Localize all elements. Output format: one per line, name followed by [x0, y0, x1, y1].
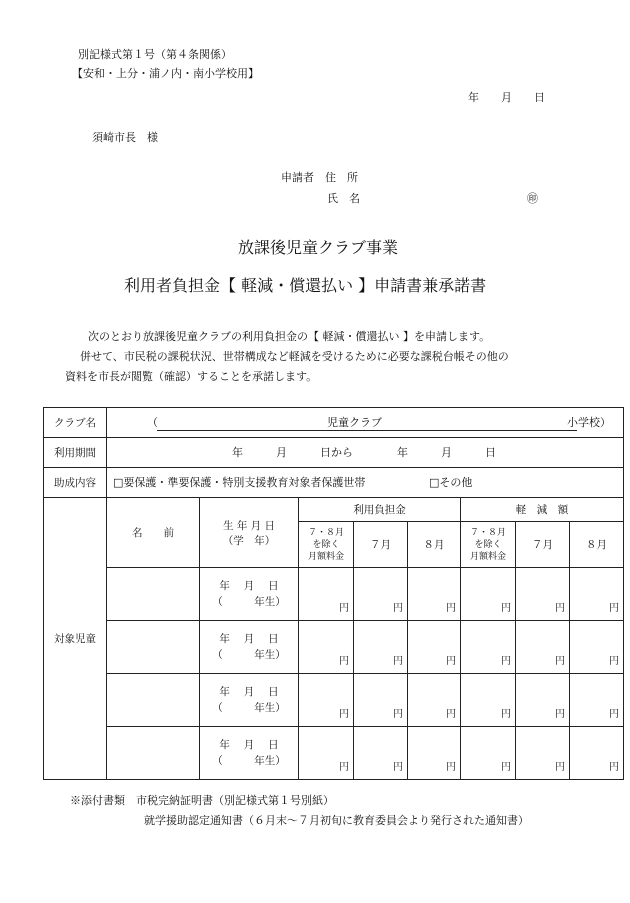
birth-date-text: 年 月 日 — [219, 739, 279, 751]
yen-cell[interactable] — [354, 727, 408, 780]
table-row — [44, 568, 624, 621]
fee-aug-header: ８月 — [408, 522, 461, 568]
grade-text: （ 年生） — [212, 596, 286, 608]
child-birth-cell[interactable] — [200, 621, 299, 674]
yen-unit: 円 — [609, 602, 619, 614]
school-scope: 【安和・上分・浦ノ内・南小学校用】 — [72, 67, 259, 80]
applicant-address-label: 申請者 住 所 — [281, 171, 358, 184]
birth-date-text: 年 月 日 — [219, 686, 279, 698]
attachment-line2: 就学援助認定通知書（６月末～７月初旬に教育委員会より発行された通知書） — [144, 814, 529, 827]
yen-unit: 円 — [339, 602, 349, 614]
yen-cell[interactable] — [570, 568, 624, 621]
table-row — [44, 727, 624, 780]
reduce-excl-header — [461, 522, 516, 568]
yen-unit: 円 — [555, 655, 565, 667]
reduce-excl-line3: 月額料金 — [469, 551, 506, 562]
period-label: 利用期間 — [44, 438, 107, 468]
yen-unit: 円 — [446, 708, 456, 720]
school-suffix: 小学校） — [567, 415, 611, 429]
period-to: 年 月 日 — [397, 445, 496, 459]
child-birth-cell[interactable] — [200, 674, 299, 727]
addressee: 須崎市長 様 — [92, 131, 158, 144]
period-from: 年 月 日から — [232, 445, 353, 459]
body-paragraph-2: 併せて、市民税の課税状況、世帯構成など軽減を受けるために必要な課税台帳その他の — [80, 350, 509, 363]
yen-unit: 円 — [339, 708, 349, 720]
yen-unit: 円 — [446, 761, 456, 773]
child-name-cell[interactable] — [107, 621, 200, 674]
aid-option-protected[interactable]: □要保護・準要保護・特別支援教育対象者保護世帯 — [113, 475, 366, 489]
club-name-field[interactable] — [107, 408, 624, 438]
children-label: 対象児童 — [44, 498, 107, 780]
club-name-label: クラブ名 — [44, 408, 107, 438]
yen-cell[interactable] — [408, 621, 461, 674]
period-field[interactable] — [107, 438, 624, 468]
grade-text: （ 年生） — [212, 702, 286, 714]
reduce-excl-line2: を除く — [474, 539, 502, 550]
table-row — [44, 674, 624, 727]
attachment-label: ※添付書類 市税完納証明書（別記様式第１号別紙） — [70, 794, 334, 807]
yen-cell[interactable] — [570, 674, 624, 727]
yen-cell[interactable] — [516, 727, 570, 780]
club-open-paren: （ — [147, 415, 158, 429]
yen-unit: 円 — [501, 761, 511, 773]
fee-group-header: 利用負担金 — [299, 498, 461, 522]
reduce-excl-line1: ７・８月 — [469, 527, 506, 538]
col-name-header: 名 前 — [107, 498, 200, 568]
date-line: 年 月 日 — [468, 91, 545, 104]
col-birth-header — [200, 498, 299, 568]
yen-unit: 円 — [501, 708, 511, 720]
yen-cell[interactable] — [516, 568, 570, 621]
birth-date-text: 年 月 日 — [219, 580, 279, 592]
birth-date-text: 年 月 日 — [219, 633, 279, 645]
child-name-cell[interactable] — [107, 727, 200, 780]
yen-unit: 円 — [555, 708, 565, 720]
yen-cell[interactable] — [461, 568, 516, 621]
grade-text: （ 年生） — [212, 755, 286, 767]
yen-cell[interactable] — [570, 621, 624, 674]
yen-cell[interactable] — [461, 674, 516, 727]
yen-cell[interactable] — [299, 674, 354, 727]
child-name-cell[interactable] — [107, 568, 200, 621]
yen-unit: 円 — [339, 655, 349, 667]
club-suffix: 児童クラブ — [327, 415, 382, 429]
yen-cell[interactable] — [516, 674, 570, 727]
body-paragraph-1: 次のとおり放課後児童クラブの利用負担金の【 軽減・償還払い 】を申請します。 — [88, 330, 491, 343]
yen-unit: 円 — [609, 761, 619, 773]
fee-excl-line1: ７・８月 — [307, 527, 344, 538]
yen-cell[interactable] — [354, 568, 408, 621]
yen-cell[interactable] — [408, 674, 461, 727]
reduce-july-header: ７月 — [516, 522, 570, 568]
yen-unit: 円 — [501, 602, 511, 614]
grade-text: （ 年生） — [212, 649, 286, 661]
yen-cell[interactable] — [354, 674, 408, 727]
col-birth-line1: 生 年 月 日 — [222, 519, 275, 532]
form-number: 別記様式第１号（第４条関係） — [78, 48, 232, 61]
body-paragraph-3: 資料を市長が閲覧（確認）することを承諾します。 — [65, 370, 318, 383]
yen-cell[interactable] — [299, 568, 354, 621]
title-line2: 利用者負担金【 軽減・償還払い 】申請書兼承諾書 — [124, 276, 487, 295]
yen-cell[interactable] — [299, 727, 354, 780]
yen-unit: 円 — [393, 761, 403, 773]
yen-unit: 円 — [555, 602, 565, 614]
yen-unit: 円 — [339, 761, 349, 773]
yen-cell[interactable] — [299, 621, 354, 674]
yen-unit: 円 — [446, 602, 456, 614]
yen-unit: 円 — [446, 655, 456, 667]
yen-unit: 円 — [555, 761, 565, 773]
reduce-group-header: 軽 減 額 — [461, 498, 624, 522]
seal-mark: ㊞ — [527, 192, 538, 205]
yen-unit: 円 — [393, 602, 403, 614]
child-name-cell[interactable] — [107, 674, 200, 727]
yen-cell[interactable] — [516, 621, 570, 674]
fee-excl-line3: 月額料金 — [307, 551, 344, 562]
yen-unit: 円 — [609, 708, 619, 720]
child-birth-cell[interactable] — [200, 568, 299, 621]
child-birth-cell[interactable] — [200, 727, 299, 780]
table-row — [44, 621, 624, 674]
aid-field — [107, 468, 624, 498]
application-table — [43, 407, 624, 780]
yen-unit: 円 — [501, 655, 511, 667]
yen-cell[interactable] — [461, 621, 516, 674]
applicant-name-label: 氏 名 — [327, 192, 360, 205]
yen-cell[interactable] — [408, 727, 461, 780]
col-birth-line2: （学 年） — [222, 534, 276, 547]
yen-cell[interactable] — [354, 621, 408, 674]
aid-option-other[interactable]: □その他 — [429, 475, 473, 489]
aid-label: 助成内容 — [44, 468, 107, 498]
yen-unit: 円 — [393, 708, 403, 720]
fee-july-header: ７月 — [354, 522, 408, 568]
title-line1: 放課後児童クラブ事業 — [238, 238, 399, 257]
yen-cell[interactable] — [570, 727, 624, 780]
yen-cell[interactable] — [461, 727, 516, 780]
fee-excl-line2: を除く — [312, 539, 340, 550]
yen-unit: 円 — [393, 655, 403, 667]
fee-excl-header — [299, 522, 354, 568]
yen-unit: 円 — [609, 655, 619, 667]
yen-cell[interactable] — [408, 568, 461, 621]
reduce-aug-header: ８月 — [570, 522, 624, 568]
